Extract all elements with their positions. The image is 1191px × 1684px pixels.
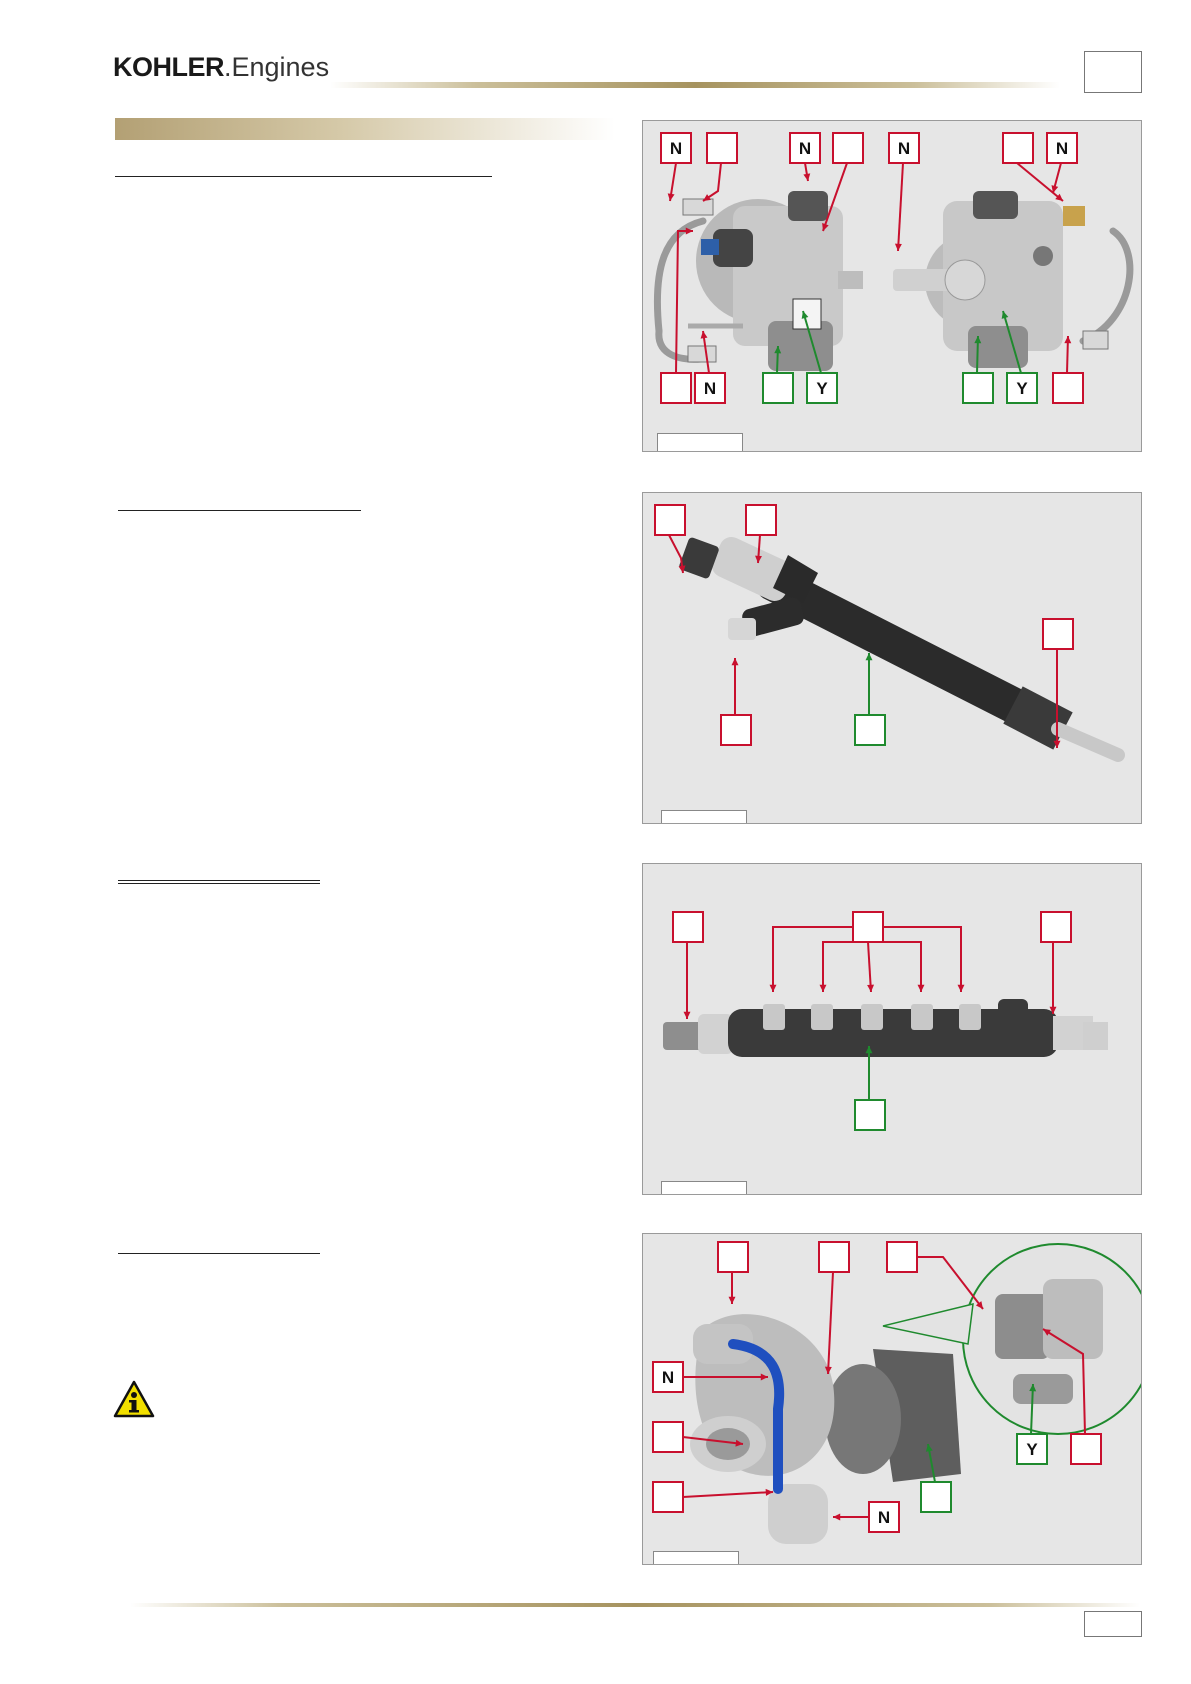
callout-box [887,1242,917,1272]
callout-box [921,1482,951,1512]
callout-box [819,1242,849,1272]
callout-text: N [703,379,717,398]
callout-text: N [798,139,812,158]
injector-illustration [643,493,1142,824]
rail-illustration [643,864,1142,1195]
callout-text: N [661,1368,675,1387]
callout-label [853,912,883,942]
callout-label [963,373,993,403]
figure-label-box [657,433,743,452]
callout-label [1041,912,1071,942]
callout-leader-arrow [828,1272,833,1374]
info-warning-icon [113,1380,155,1423]
callout-text: N [669,139,683,158]
callout-label [1053,373,1083,403]
figure-label-box [661,810,747,824]
callout-label [1017,1434,1047,1464]
callout-label [1043,619,1073,649]
callout-box [653,1422,683,1452]
figure-turbocharger [642,1233,1142,1565]
callout-label [721,715,751,745]
page-section-box [1084,51,1142,93]
page-number-box [1084,1611,1142,1637]
callout-label [661,373,691,403]
callout-label [790,133,820,163]
callout-label [746,505,776,535]
callout-box [763,373,793,403]
callout-label [807,373,837,403]
callout-box [655,505,685,535]
section-heading-rule-pump [115,176,492,177]
arrow-head [732,658,739,665]
section-heading-rule-turbo [118,1253,320,1254]
callout-leader-arrow [773,927,855,992]
callout-box [855,1100,885,1130]
callout-label [1007,373,1037,403]
callout-box [718,1242,748,1272]
callout-leader-arrow [898,163,903,251]
callout-leader-arrow [883,942,921,992]
arrow-head [918,985,925,992]
callout-label [921,1482,951,1512]
callout-label [887,1242,917,1272]
arrow-head [820,985,827,992]
arrow-head [958,985,965,992]
callout-text: Y [1026,1440,1038,1459]
callout-text: Y [816,379,828,398]
callout-label [661,133,691,163]
callout-label [869,1502,899,1532]
callout-leader-arrow [868,942,871,992]
arrow-head [866,653,873,660]
callout-label [833,133,863,163]
callout-box [1041,912,1071,942]
callout-label [707,133,737,163]
callout-box [746,505,776,535]
figure-rail [642,863,1142,1195]
callout-leader-arrow [703,163,721,201]
callout-text: N [1055,139,1069,158]
logo-sub: .Engines [224,52,330,82]
arrow-head [1064,336,1071,343]
callout-box [1043,619,1073,649]
callout-text: N [897,139,911,158]
callout-box [853,912,883,942]
callout-box [721,715,751,745]
callout-label [673,912,703,942]
arrow-head [770,985,777,992]
arrow-head [895,244,902,251]
callout-label [763,373,793,403]
figure-label-box [653,1551,739,1565]
callout-box [1071,1434,1101,1464]
section-title-band [115,118,615,140]
callout-label [653,1422,683,1452]
callout-box [1053,373,1083,403]
callout-label [1071,1434,1101,1464]
fuel-pump-illustration [643,121,1142,452]
footer-rule [130,1603,1140,1607]
callout-label [695,373,725,403]
arrow-head [684,1012,691,1019]
callout-label [1003,133,1033,163]
callout-label [855,1100,885,1130]
callout-label [653,1362,683,1392]
kohler-engines-logo [113,52,329,82]
callout-label [819,1242,849,1272]
arrow-head [833,1514,840,1521]
callout-label [718,1242,748,1272]
section-heading-rule-injector [118,510,361,511]
callout-label [653,1482,683,1512]
callout-text: Y [1016,379,1028,398]
callout-label [855,715,885,745]
turbocharger-illustration [643,1234,1142,1565]
callout-label [1047,133,1077,163]
callout-box [661,373,691,403]
figure-injector [642,492,1142,824]
callout-label [655,505,685,535]
callout-box [1003,133,1033,163]
callout-text: N [877,1508,891,1527]
callout-box [707,133,737,163]
callout-box [855,715,885,745]
callout-box [833,133,863,163]
callout-leader-arrow [823,942,868,992]
callout-leader-arrow [683,1492,773,1497]
logo-brand: KOHLER [113,52,224,82]
callout-box [673,912,703,942]
section-heading-rule-rail [118,880,320,881]
callout-label [889,133,919,163]
figure-label-box [661,1181,747,1195]
header-rule [330,82,1060,88]
callout-box [653,1482,683,1512]
callout-box [963,373,993,403]
arrow-head [867,985,874,992]
figure-fuel-pump [642,120,1142,452]
arrow-head [729,1297,736,1304]
